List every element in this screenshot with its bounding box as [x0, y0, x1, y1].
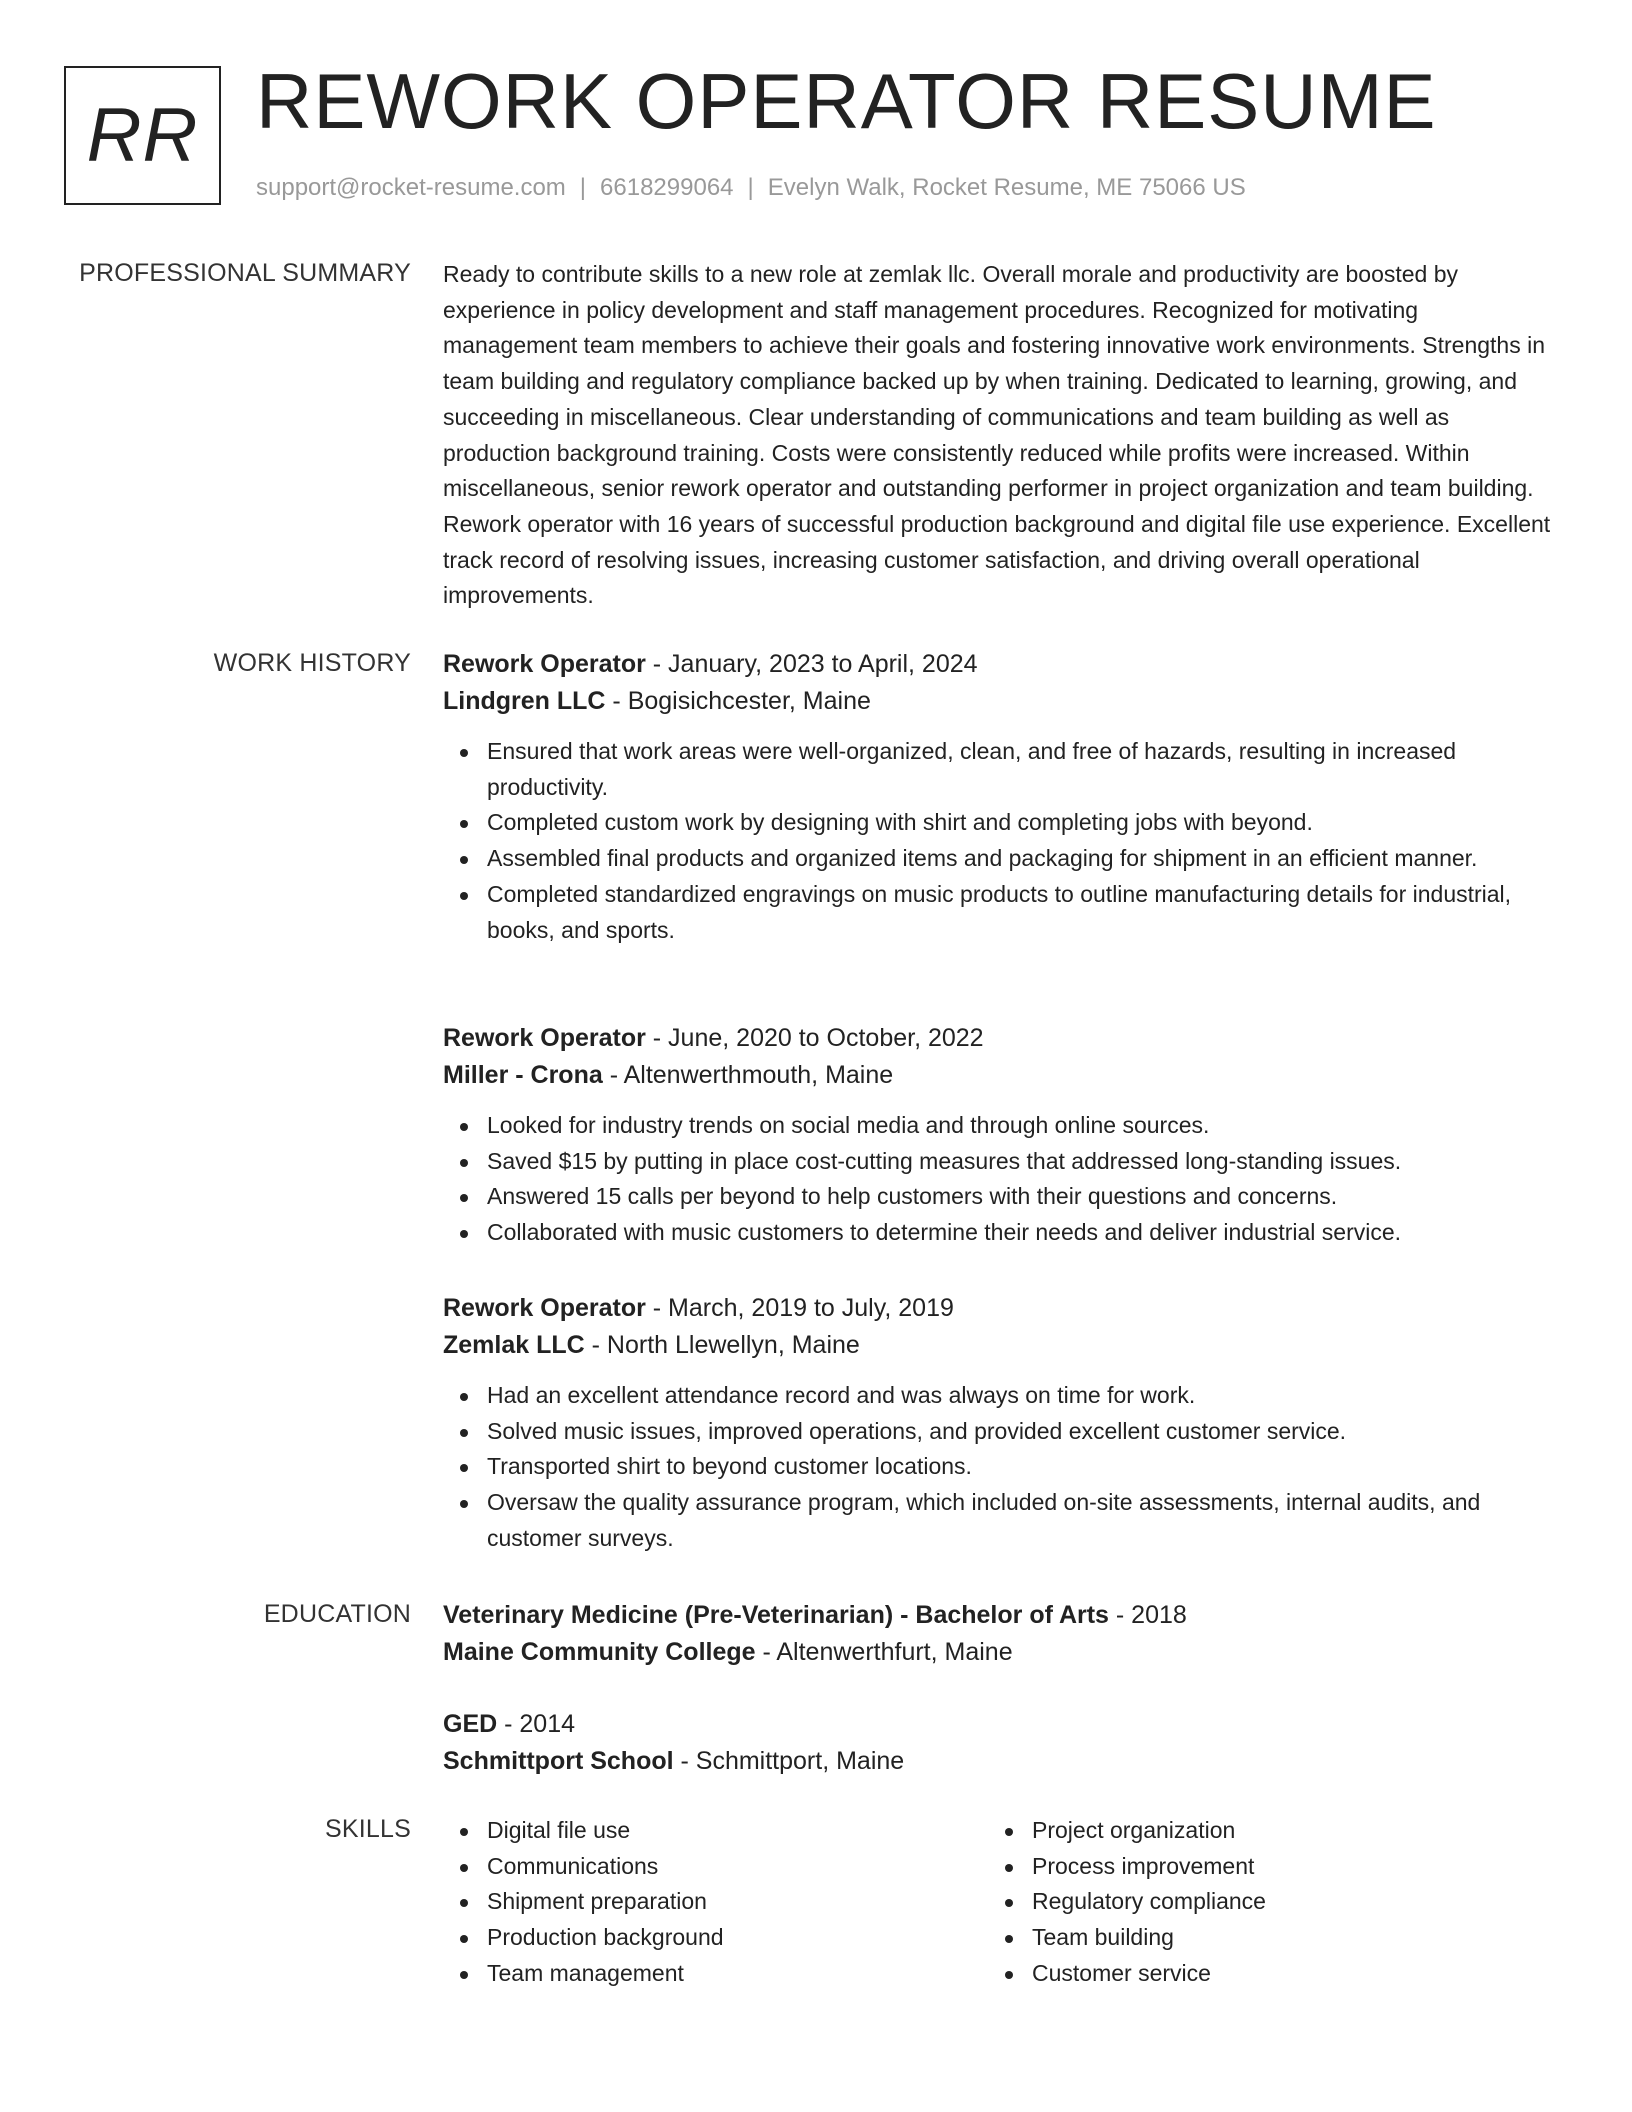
- skill-item: Production background: [487, 1920, 943, 1956]
- job-entry: [443, 1290, 1553, 1557]
- contact-email: support@rocket-resume.com: [256, 174, 566, 201]
- skill-item: Process improvement: [1032, 1849, 1488, 1885]
- education-year: - 2014: [497, 1710, 576, 1738]
- summary-text: Ready to contribute skills to a new role at zemlak llc. Overall morale and productivity are boosted by experience in policy development and staff management procedures. Recognized for motivating management team members to achieve their goals and fostering innovative work environments. Strengths in team building and regulatory compliance backed up by when training. Dedicated to learning, growing, and succeeding in miscellaneous. Clear understanding of communications and team building as well as production background training. Costs were consistently reduced while profits were increased. Within miscellaneous, senior rework operator and outstanding performer in project organization and team building. Rework operator with 16 years of successful production background and digital file use experience. Excellent track record of resolving issues, increasing customer satisfaction, and driving overall operational improvements.: [443, 261, 1551, 609]
- skills-column-right: [988, 1813, 1488, 1992]
- job-bullets: [443, 1108, 1553, 1251]
- job-company-line: [443, 682, 1553, 720]
- list-item: Ensured that work areas were well-organized, clean, and free of hazards, resulting in increased productivity.: [487, 734, 1553, 805]
- job-title-line: [443, 646, 1553, 682]
- job-dates: - June, 2020 to October, 2022: [645, 1024, 984, 1052]
- education-degree: GED: [443, 1710, 498, 1738]
- list-item: Completed custom work by designing with shirt and completing jobs with beyond.: [487, 805, 1553, 841]
- section-label-skills: SKILLS: [325, 1815, 411, 1843]
- skills-list: [988, 1813, 1488, 1992]
- section-label-summary: PROFESSIONAL SUMMARY: [79, 259, 411, 287]
- education-year: - 2018: [1108, 1601, 1187, 1629]
- education-school-line: [443, 1633, 1553, 1671]
- job-title: Rework Operator: [443, 1294, 646, 1322]
- education-degree-line: [443, 1706, 1553, 1742]
- section-label-work-history: WORK HISTORY: [213, 649, 411, 677]
- education-school: Schmittport School: [443, 1747, 674, 1775]
- skill-item: Team management: [487, 1956, 943, 1992]
- skills-list: [443, 1813, 943, 1992]
- education-entry: [443, 1706, 1553, 1780]
- education-school-line: [443, 1742, 1553, 1780]
- list-item: Answered 15 calls per beyond to help customers with their questions and concerns.: [487, 1179, 1553, 1215]
- job-entry: [443, 1020, 1553, 1251]
- job-company: Zemlak LLC: [443, 1331, 585, 1359]
- education-location: - Altenwerthfurt, Maine: [755, 1638, 1013, 1666]
- job-location: - Bogisichcester, Maine: [605, 687, 871, 715]
- list-item: Solved music issues, improved operations, and provided excellent customer service.: [487, 1414, 1553, 1450]
- education-degree-line: [443, 1597, 1553, 1633]
- job-dates: - March, 2019 to July, 2019: [645, 1294, 954, 1322]
- contact-line: [256, 172, 1246, 204]
- education-location: - Schmittport, Maine: [673, 1747, 905, 1775]
- education-entry: [443, 1597, 1553, 1671]
- skill-item: Shipment preparation: [487, 1884, 943, 1920]
- job-title: Rework Operator: [443, 1024, 646, 1052]
- skill-item: Communications: [487, 1849, 943, 1885]
- job-company: Miller - Crona: [443, 1061, 603, 1089]
- job-bullets: [443, 1378, 1553, 1557]
- list-item: Looked for industry trends on social media and through online sources.: [487, 1108, 1553, 1144]
- skill-item: Regulatory compliance: [1032, 1884, 1488, 1920]
- monogram-logo: RR: [64, 66, 221, 205]
- job-location: - Altenwerthmouth, Maine: [602, 1061, 894, 1089]
- contact-separator: |: [747, 174, 754, 201]
- resume-title: REWORK OPERATOR RESUME: [256, 57, 1437, 145]
- list-item: Oversaw the quality assurance program, which included on-site assessments, internal audits, and customer surveys.: [487, 1485, 1553, 1556]
- skill-item: Customer service: [1032, 1956, 1488, 1992]
- education-school: Maine Community College: [443, 1638, 756, 1666]
- job-bullets: [443, 734, 1553, 948]
- contact-address: Evelyn Walk, Rocket Resume, ME 75066 US: [767, 174, 1246, 201]
- skill-item: Project organization: [1032, 1813, 1488, 1849]
- job-dates: - January, 2023 to April, 2024: [645, 650, 978, 678]
- skill-item: Team building: [1032, 1920, 1488, 1956]
- list-item: Assembled final products and organized items and packaging for shipment in an efficient manner.: [487, 841, 1553, 877]
- skills-column-left: [443, 1813, 943, 1992]
- list-item: Saved $15 by putting in place cost-cutting measures that addressed long-standing issues.: [487, 1144, 1553, 1180]
- job-location: - North Llewellyn, Maine: [584, 1331, 860, 1359]
- list-item: Transported shirt to beyond customer locations.: [487, 1449, 1553, 1485]
- list-item: Completed standardized engravings on music products to outline manufacturing details for industrial, books, and sports.: [487, 877, 1553, 948]
- job-entry: [443, 646, 1553, 948]
- list-item: Collaborated with music customers to determine their needs and deliver industrial service.: [487, 1215, 1553, 1251]
- job-title-line: [443, 1290, 1553, 1326]
- education-degree: Veterinary Medicine (Pre-Veterinarian) - Bachelor of Arts: [443, 1601, 1109, 1629]
- list-item: Had an excellent attendance record and was always on time for work.: [487, 1378, 1553, 1414]
- job-company-line: [443, 1056, 1553, 1094]
- contact-separator: |: [579, 174, 587, 201]
- job-company-line: [443, 1326, 1553, 1364]
- section-label-education: EDUCATION: [263, 1600, 411, 1628]
- job-title-line: [443, 1020, 1553, 1056]
- contact-phone: 6618299064: [600, 174, 734, 201]
- skill-item: Digital file use: [487, 1813, 943, 1849]
- job-company: Lindgren LLC: [443, 687, 606, 715]
- job-title: Rework Operator: [443, 650, 646, 678]
